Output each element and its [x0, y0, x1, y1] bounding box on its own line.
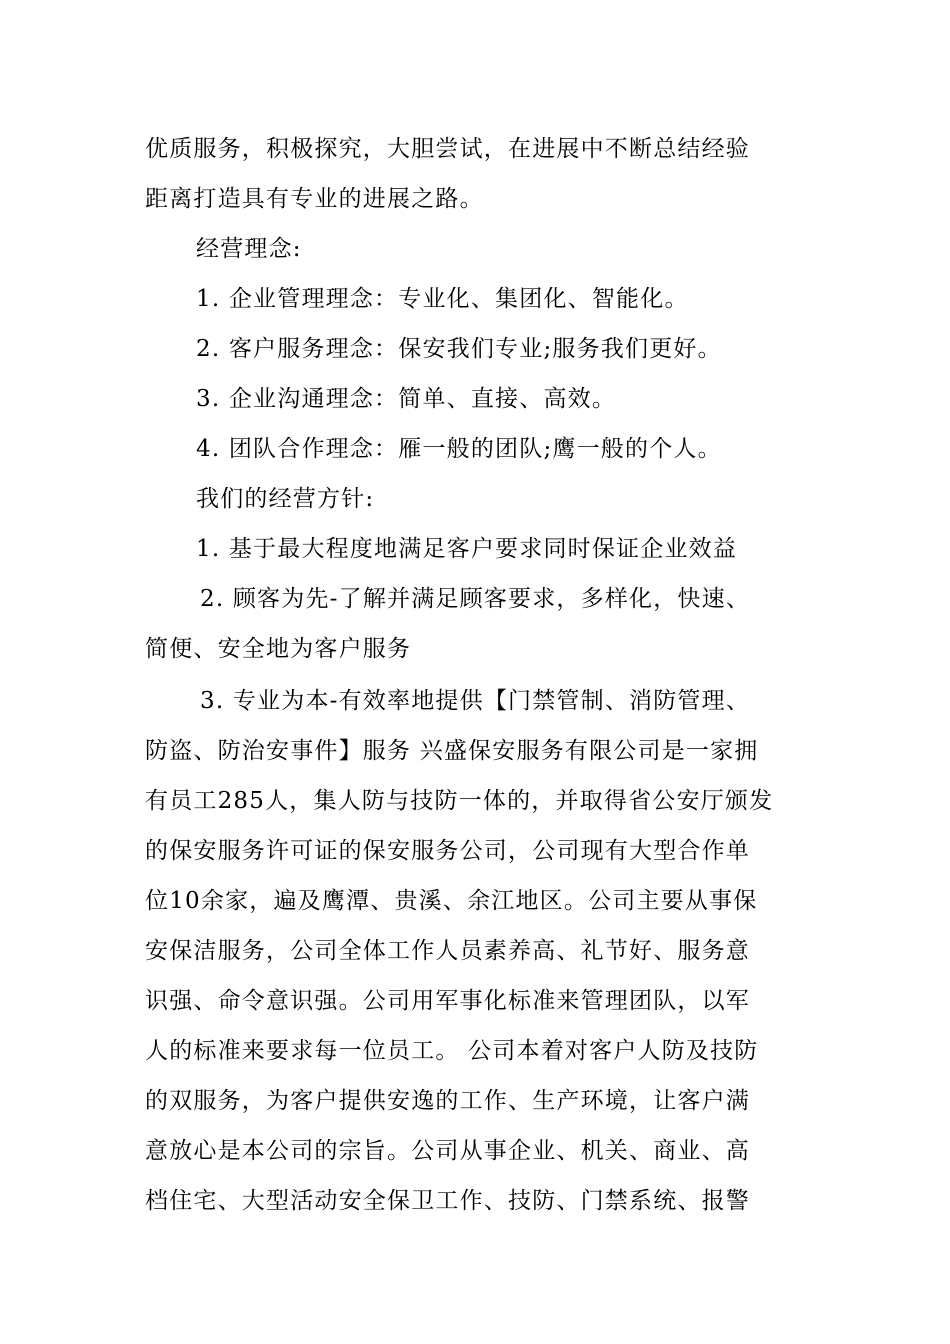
list-item-policy-3: 3. 专业为本-有效率地提供【门禁管制、消防管理、	[200, 688, 751, 714]
body-line-21: 意放心是本公司的宗旨。公司从事企业、机关、商业、高	[145, 1138, 750, 1164]
list-item-philosophy-1: 1. 企业管理理念：专业化、集团化、智能化。	[196, 286, 689, 312]
body-line-19: 人的标准来要求每一位员工。 公司本着对客户人防及技防	[145, 1038, 759, 1064]
body-line-2: 距离打造具有专业的进展之路。	[145, 186, 484, 212]
body-line-16: 位10余家，遍及鹰潭、贵溪、余江地区。公司主要从事保	[145, 888, 758, 914]
section-heading-policy: 我们的经营方针:	[196, 486, 375, 512]
list-item-policy-2-cont: 简便、安全地为客户服务	[145, 636, 412, 662]
body-line-13: 防盗、防治安事件】服务 兴盛保安服务有限公司是一家拥	[145, 738, 759, 764]
body-line-18: 识强、命令意识强。公司用军事化标准来管理团队，以军	[145, 988, 750, 1014]
list-item-philosophy-4: 4. 团队合作理念：雁一般的团队;鹰一般的个人。	[196, 436, 722, 462]
body-line-22: 档住宅、大型活动安全保卫工作、技防、门禁系统、报警	[145, 1188, 750, 1214]
section-heading-philosophy: 经营理念:	[196, 236, 302, 262]
body-line-1: 优质服务，积极探究，大胆尝试，在进展中不断总结经验	[145, 136, 750, 162]
list-item-policy-2: 2. 顾客为先-了解并满足顾客要求，多样化，快速、	[200, 586, 751, 612]
list-item-philosophy-2: 2. 客户服务理念：保安我们专业;服务我们更好。	[196, 336, 722, 362]
body-line-14: 有员工285人，集人防与技防一体的，并取得省公安厅颁发	[145, 788, 774, 814]
body-line-15: 的保安服务许可证的保安服务公司，公司现有大型合作单	[145, 838, 750, 864]
list-item-policy-1: 1. 基于最大程度地满足客户要求同时保证企业效益	[196, 536, 738, 562]
body-line-17: 安保洁服务，公司全体工作人员素养高、礼节好、服务意	[145, 938, 750, 964]
list-item-philosophy-3: 3. 企业沟通理念：简单、直接、高效。	[196, 386, 617, 412]
body-line-20: 的双服务，为客户提供安逸的工作、生产环境，让客户满	[145, 1088, 750, 1114]
